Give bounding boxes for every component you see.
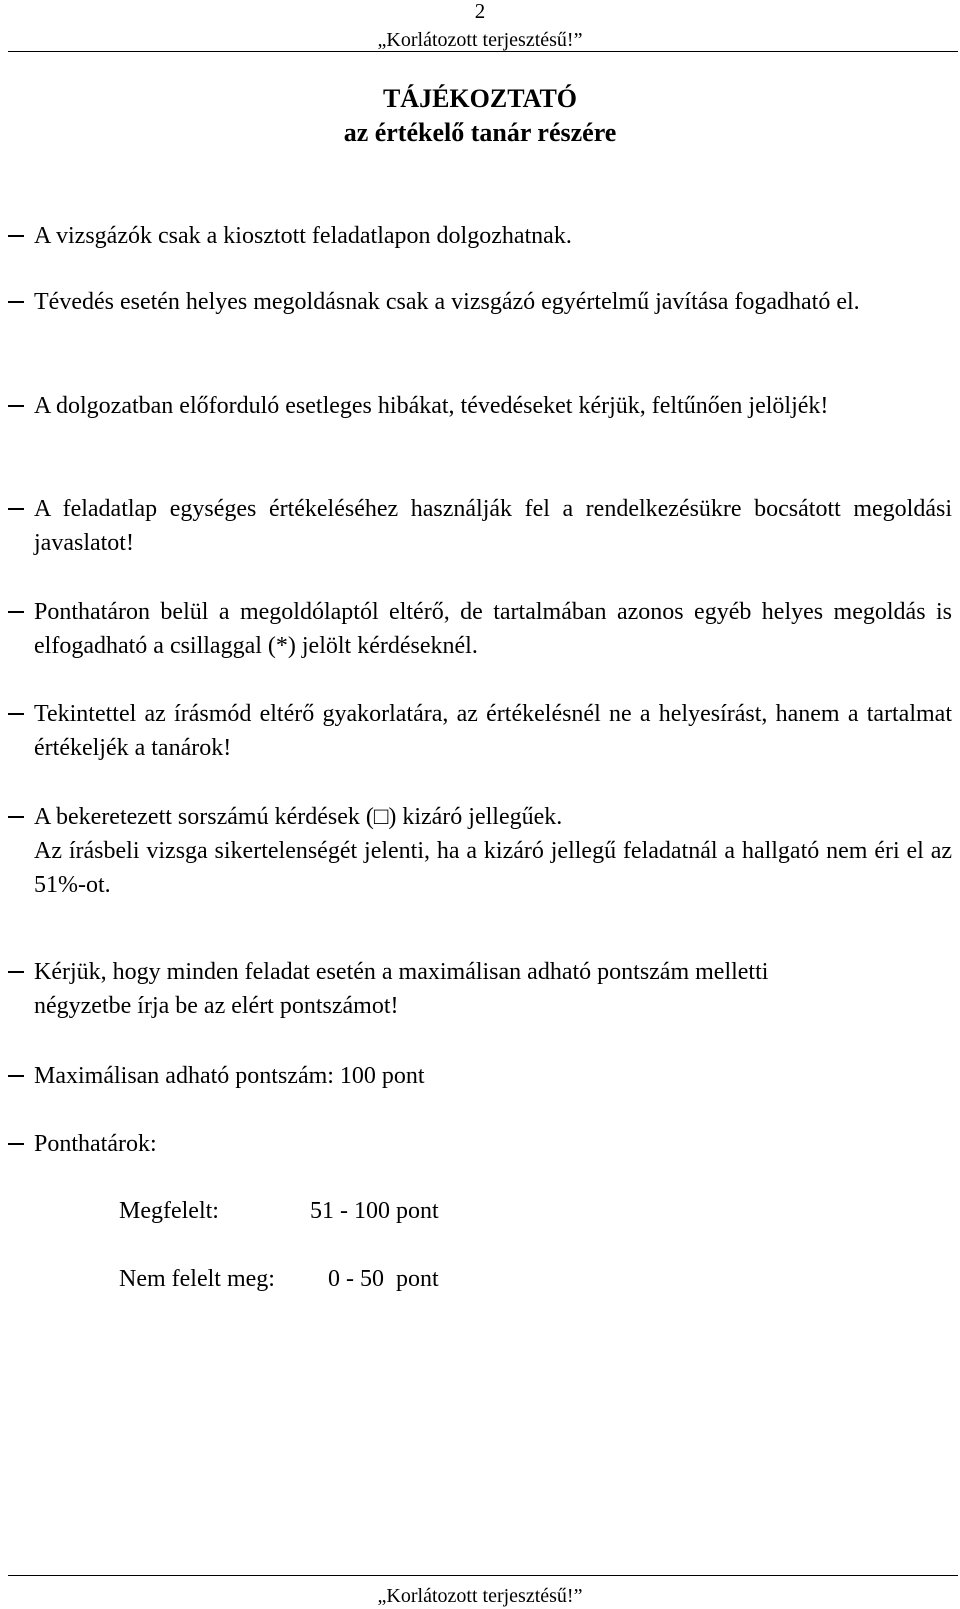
dash-bullet-icon — [8, 508, 24, 510]
document-subtitle: az értékelő tanár részére — [343, 118, 617, 147]
dash-bullet-icon — [8, 301, 24, 303]
page-number: 2 — [474, 0, 486, 23]
instruction-text: Ponthatáron belül a megoldólaptól eltérő, de tartalmában azonos egyéb helyes megoldás is elfogadható a csillaggal (*) jelölt kérdéseknél. — [34, 599, 952, 659]
pass-threshold-label: Megfelelt: — [119, 1198, 219, 1224]
instruction-text: Ponthatárok: — [34, 1131, 157, 1157]
instruction-text: Maximálisan adható pontszám: 100 pont — [34, 1063, 425, 1089]
instruction-text — [34, 800, 952, 902]
dash-bullet-icon — [8, 971, 24, 973]
title-block — [0, 82, 960, 150]
document-title: TÁJÉKOZTATÓ — [382, 84, 578, 113]
dash-bullet-icon — [8, 611, 24, 613]
header-divider — [8, 51, 958, 52]
fail-threshold-label: Nem felelt meg: — [119, 1266, 275, 1292]
footer-divider — [8, 1575, 958, 1576]
header-restriction-note: „Korlátozott terjesztésű!” — [377, 29, 583, 51]
instruction-text-line: A bekeretezett sorszámú kérdések (□) kizáró jellegűek. — [34, 804, 563, 830]
fail-threshold-value: 0 - 50 pont — [328, 1266, 439, 1292]
instruction-text: A feladatlap egységes értékeléséhez használják fel a rendelkezésükre bocsátott megoldási javaslatot! — [34, 496, 952, 556]
pass-threshold-value: 51 - 100 pont — [310, 1198, 439, 1224]
instruction-text: A vizsgázók csak a kiosztott feladatlapon dolgozhatnak. — [34, 223, 572, 249]
dash-bullet-icon — [8, 405, 24, 407]
instruction-text-line: Az írásbeli vizsga sikertelenségét jelenti, ha a kizáró jellegű feladatnál a hallgató nem éri el az 51%-ot. — [34, 838, 952, 898]
instruction-text: Tévedés esetén helyes megoldásnak csak a vizsgázó egyértelmű javítása fogadható el. — [34, 289, 860, 315]
dash-bullet-icon — [8, 713, 24, 715]
instruction-text: A dolgozatban előforduló esetleges hibákat, tévedéseket kérjük, feltűnően jelöljék! — [34, 393, 829, 419]
instruction-text: Kérjük, hogy minden feladat esetén a maximálisan adható pontszám melletti négyzetbe írja be az elért pontszámot! — [34, 959, 769, 1019]
instruction-text: Tekintettel az írásmód eltérő gyakorlatára, az értékelésnél ne a helyesírást, hanem a tartalmat értékeljék a tanárok! — [34, 701, 952, 761]
dash-bullet-icon — [8, 816, 24, 818]
dash-bullet-icon — [8, 235, 24, 237]
footer-restriction-note: „Korlátozott terjesztésű!” — [377, 1585, 583, 1607]
dash-bullet-icon — [8, 1143, 24, 1145]
dash-bullet-icon — [8, 1075, 24, 1077]
